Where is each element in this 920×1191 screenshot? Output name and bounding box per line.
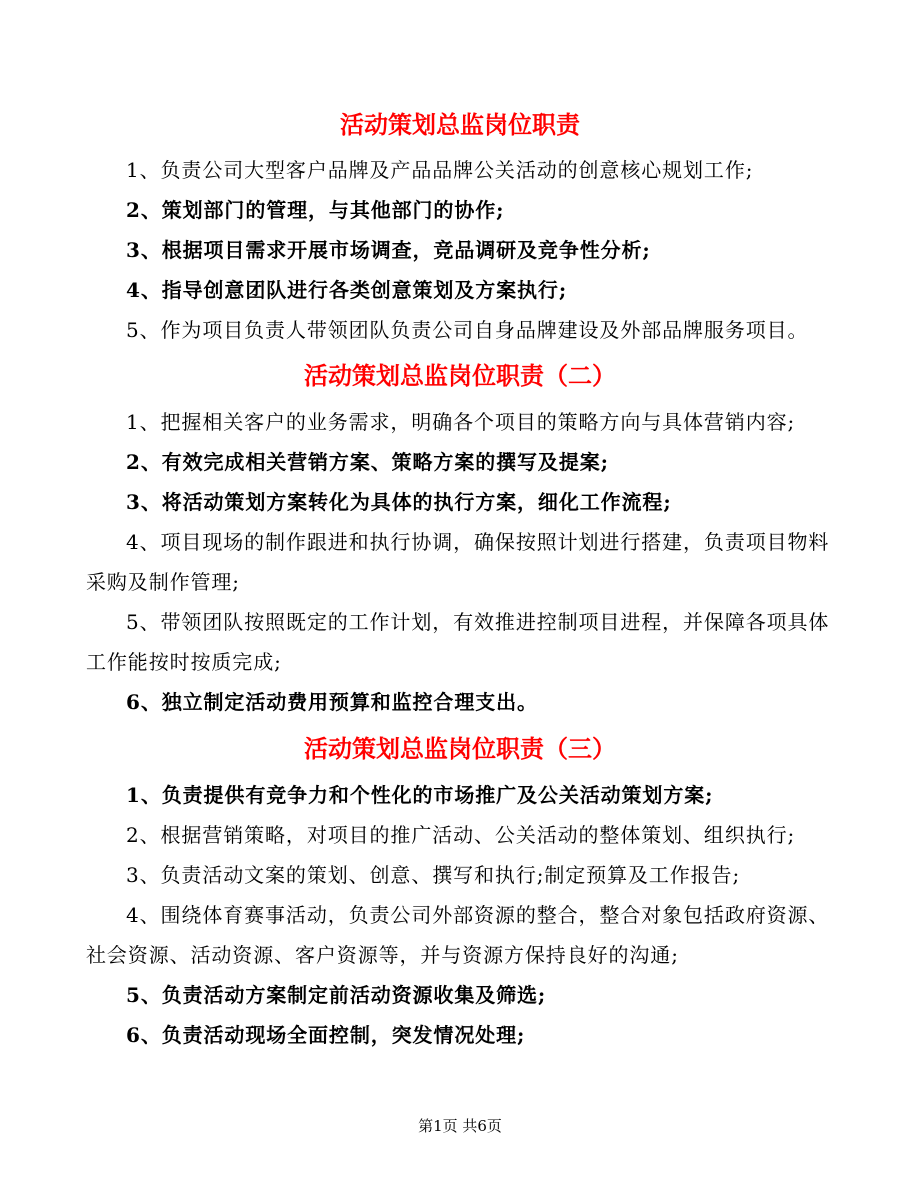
list-item: 3、负责活动文案的策划、创意、撰写和执行;制定预算及工作报告; (126, 863, 741, 887)
list-item: 2、策划部门的管理，与其他部门的协作; (126, 198, 505, 222)
section-3 (0, 734, 920, 764)
section-title: 活动策划总监岗位职责（三） (304, 734, 616, 763)
list-item: 5、作为项目负责人带领团队负责公司自身品牌建设及外部品牌服务项目。 (126, 318, 809, 342)
list-item: 5、负责活动方案制定前活动资源收集及筛选; (126, 983, 547, 1007)
section-title: 活动策划总监岗位职责 (340, 110, 580, 139)
list-item: 3、根据项目需求开展市场调查，竞品调研及竞争性分析; (126, 238, 651, 262)
list-item: 1、负责提供有竞争力和个性化的市场推广及公关活动策划方案; (126, 783, 714, 807)
section-1 (0, 110, 920, 140)
list-item: 3、将活动策划方案转化为具体的执行方案，细化工作流程; (126, 490, 672, 514)
list-item: 2、有效完成相关营销方案、策略方案的撰写及提案; (126, 450, 609, 474)
list-item: 1、负责公司大型客户品牌及产品品牌公关活动的创意核心规划工作; (126, 158, 754, 182)
list-item: 4、指导创意团队进行各类创意策划及方案执行; (126, 278, 568, 302)
page-number: 第1页 共6页 (418, 1117, 502, 1135)
list-item: 4、围绕体育赛事活动，负责公司外部资源的整合，整合对象包括政府资源、社会资源、活动资源、客户资源等，并与资源方保持良好的沟通; (86, 903, 830, 967)
list-item: 6、独立制定活动费用预算和监控合理支出。 (126, 690, 538, 714)
list-item: 5、带领团队按照既定的工作计划，有效推进控制项目进程，并保障各项具体工作能按时按质完成; (86, 610, 830, 674)
list-item: 1、把握相关客户的业务需求，明确各个项目的策略方向与具体营销内容; (126, 410, 796, 434)
section-2 (0, 361, 920, 391)
section-title: 活动策划总监岗位职责（二） (304, 361, 616, 390)
section-2-items (0, 402, 920, 722)
list-item: 2、根据营销策略，对项目的推广活动、公关活动的整体策划、组织执行; (126, 823, 796, 847)
list-item: 4、项目现场的制作跟进和执行协调，确保按照计划进行搭建，负责项目物料采购及制作管理; (86, 530, 830, 594)
section-1-items (0, 150, 920, 350)
section-3-items (0, 775, 920, 1055)
list-item: 6、负责活动现场全面控制，突发情况处理; (126, 1023, 526, 1047)
